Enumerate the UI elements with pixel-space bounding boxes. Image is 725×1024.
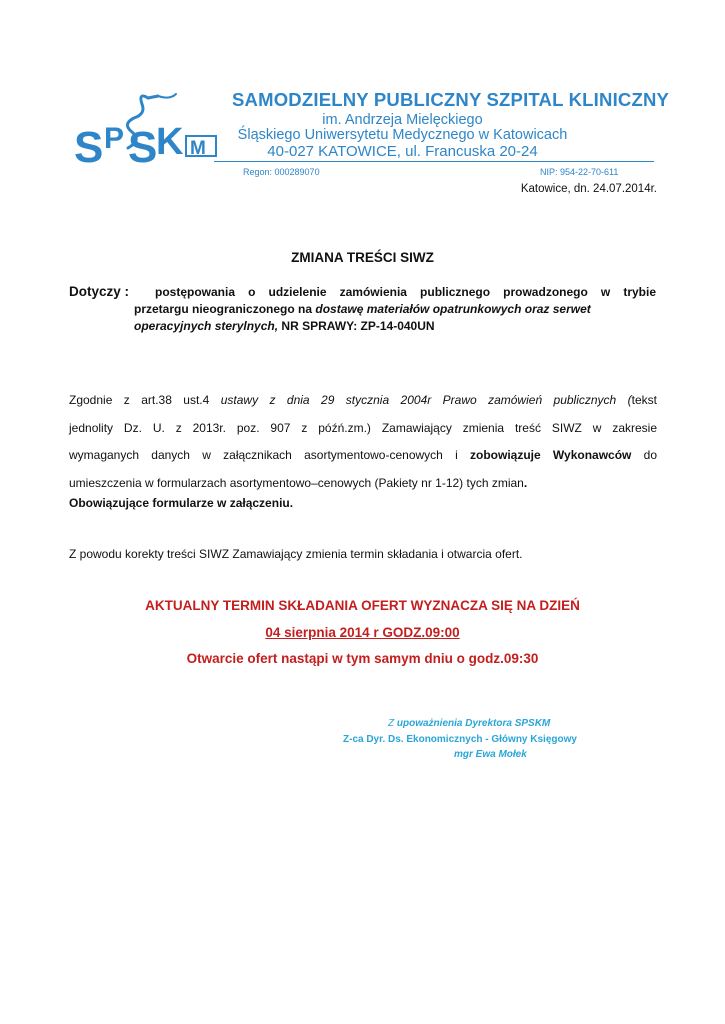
svg-text:S: S — [128, 123, 158, 172]
svg-text:K: K — [156, 121, 184, 163]
body-line3-a: wymaganych danych w załącznikach asortymentowo-cenowych i — [69, 448, 470, 462]
opening-time: Otwarcie ofert nastąpi w tym samym dniu o godz.09:30 — [186, 651, 539, 666]
body-line1 — [69, 387, 657, 415]
body-line1-a: Zgodnie z art.38 ust.4 — [69, 393, 221, 407]
document-date: Katowice, dn. 24.07.2014r. — [520, 183, 657, 195]
document-title: ZMIANA TREŚCI SIWZ — [291, 250, 434, 265]
subject-line2-prefix: przetargu nieograniczonego na — [134, 302, 316, 316]
letterhead-divider — [214, 161, 654, 162]
subject-line2-italic: dostawę materiałów opatrunkowych oraz serwet — [315, 302, 591, 316]
signature-line1-rest: upoważnienia Dyrektora SPSKM — [394, 718, 551, 729]
required-forms-note: Obowiązujące formularze w załączeniu. — [69, 496, 294, 510]
hospital-address: 40-027 KATOWICE, ul. Francuska 20-24 — [267, 143, 538, 160]
hospital-name-line2: im. Andrzeja Mielęckiego — [322, 112, 483, 128]
hospital-name-line1: SAMODZIELNY PUBLICZNY SZPITAL KLINICZNY — [232, 89, 670, 110]
deadline-date: 04 sierpnia 2014 r GODZ.09:00 — [265, 625, 460, 640]
signature-position: Z-ca Dyr. Ds. Ekonomicznych - Główny Księgowy — [343, 734, 577, 745]
body-paragraph — [69, 387, 657, 497]
body-line1-b: tekst — [631, 393, 657, 407]
signature-line1-first: Z — [388, 718, 395, 729]
subject-line3-italic: operacyjnych sterylnych, — [134, 319, 279, 333]
body-line3-b: do — [631, 448, 657, 462]
deadline-heading: AKTUALNY TERMIN SKŁADANIA OFERT WYZNACZA SIĘ NA DZIEŃ — [145, 598, 580, 613]
body-line3-bold: zobowiązuje Wykonawców — [470, 448, 632, 462]
body-line4-a: umieszczenia w formularzach asortymentowo–cenowych (Pakiety nr 1-12) tych zmian — [69, 475, 524, 490]
signature-line1 — [388, 718, 550, 729]
subject-text — [134, 284, 656, 335]
body-line3 — [69, 442, 657, 470]
subject-line1: postępowania o udzielenie zamówienia publicznego prowadzonego w trybie — [155, 285, 656, 299]
body-line4-bold: . — [523, 475, 528, 490]
regon-number: Regon: 000289070 — [243, 167, 320, 177]
body-line1-italic: ustawy z dnia 29 stycznia 2004r Prawo zamówień publicznych ( — [220, 393, 632, 407]
svg-text:S: S — [74, 123, 104, 172]
nip-number: NIP: 954-22-70-611 — [540, 167, 619, 177]
svg-text:M: M — [190, 138, 206, 159]
hospital-name-line3: Śląskiego Uniwersytetu Medycznego w Katowicach — [237, 127, 568, 143]
signature-name: mgr Ewa Mołek — [454, 749, 527, 760]
correction-note: Z powodu korekty treści SIWZ Zamawiający zmienia termin składania i otwarcia ofert. — [69, 547, 523, 561]
subject-label: Dotyczy : — [69, 284, 130, 299]
subject-case-number: NR SPRAWY: ZP-14-040UN — [278, 319, 435, 333]
body-line2: jednolity Dz. U. z 2013r. poz. 907 z późń.zm.) Zamawiający zmienia treść SIWZ w zakresie — [69, 420, 657, 435]
svg-text:P: P — [104, 122, 125, 155]
body-line4 — [69, 470, 657, 498]
